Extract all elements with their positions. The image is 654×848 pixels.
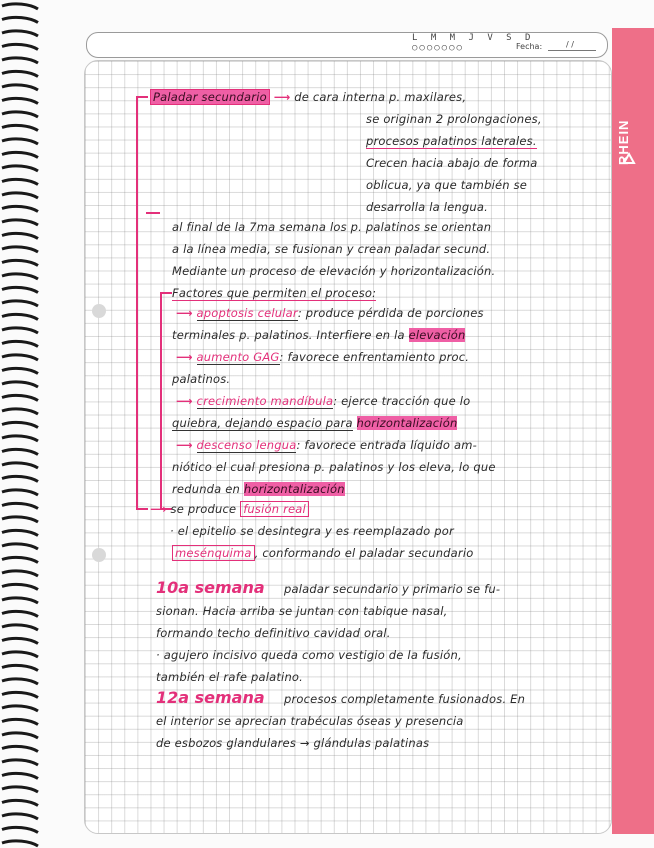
spiral-coil <box>2 287 38 292</box>
brand-logo-icon <box>622 152 636 166</box>
note-line-9: Mediante un proceso de elevación y horizontalización. <box>172 264 496 278</box>
note-line-27: también el rafe palatino. <box>156 670 304 684</box>
spiral-coil <box>2 800 38 805</box>
weekday-circles[interactable]: ○○○○○○○ <box>412 43 464 53</box>
spiral-coil <box>2 665 38 670</box>
arrow-icon: ⟶ <box>176 306 193 320</box>
spiral-coil <box>2 422 38 427</box>
spiral-coil <box>2 584 38 589</box>
spiral-coil <box>2 274 38 279</box>
spiral-coil <box>2 179 38 184</box>
spiral-coil <box>2 220 38 225</box>
spiral-coil <box>2 517 38 522</box>
spiral-coil <box>2 152 38 157</box>
spiral-coil <box>2 368 38 373</box>
spiral-coil <box>2 733 38 738</box>
spiral-coil <box>2 490 38 495</box>
date-value: / / <box>566 40 574 49</box>
spiral-coil <box>2 625 38 630</box>
spiral-coil <box>2 314 38 319</box>
arrow-icon: ⟶ <box>176 438 193 452</box>
spiral-coil <box>2 395 38 400</box>
spiral-coil <box>2 476 38 481</box>
spiral-coil <box>2 139 38 144</box>
date-label: Fecha: <box>516 42 543 51</box>
weekday-letters: L M M J V S D <box>412 33 535 43</box>
spiral-coil <box>2 530 38 535</box>
note-line-13: ⟶ aumento GAG: favorece enfrentamiento proc. <box>176 350 470 364</box>
note-line-12: terminales p. palatinos. Interfiere en la elevación <box>172 328 466 342</box>
spiral-coil <box>2 841 38 846</box>
note-line-19: redunda en horizontalización <box>172 482 345 496</box>
spiral-coil <box>2 463 38 468</box>
spiral-coil <box>2 71 38 76</box>
spiral-coil <box>2 638 38 643</box>
spiral-coil <box>2 787 38 792</box>
arrow-icon: ⟶ <box>150 502 167 516</box>
punch-hole-bottom <box>92 548 106 562</box>
note-line-22: mesénquima , conformando el paladar secundario <box>172 546 474 560</box>
spiral-coil <box>2 301 38 306</box>
note-line-25: formando techo definitivo cavidad oral. <box>156 626 391 640</box>
spiral-coil <box>2 233 38 238</box>
note-line-11: ⟶ apoptosis celular: produce pérdida de porciones <box>176 306 484 320</box>
factors-bracket <box>160 292 172 510</box>
note-line-10: Factores que permiten el proceso: <box>172 286 377 300</box>
note-line-3: procesos palatinos laterales. <box>366 134 537 148</box>
spiral-coil <box>2 557 38 562</box>
brand-logo-text: RHEIN <box>616 119 631 165</box>
note-line-15: ⟶ crecimiento mandíbula: ejerce tracción que lo <box>176 394 471 408</box>
spiral-coil <box>2 827 38 832</box>
spiral-coil <box>2 409 38 414</box>
spiral-coil <box>2 436 38 441</box>
note-line-23: paladar secundario y primario se fu- <box>284 582 501 596</box>
note-line-18: niótico el cual presiona p. palatinos y los eleva, lo que <box>172 460 496 474</box>
arrow-icon: ⟶ <box>273 90 291 104</box>
spiral-coil <box>2 611 38 616</box>
spiral-coil <box>2 31 38 36</box>
spiral-coil <box>2 166 38 171</box>
note-line-21: · el epitelio se desintegra y es reemplazado por <box>170 524 454 538</box>
note-line-29: el interior se aprecian trabéculas óseas y presencia <box>156 714 464 728</box>
spiral-coil <box>2 206 38 211</box>
spiral-coil <box>2 773 38 778</box>
note-line-1: Paladar secundario ⟶ de cara interna p. maxilares, <box>150 90 466 104</box>
spiral-coil <box>2 652 38 657</box>
spiral-coil <box>2 247 38 252</box>
note-line-5: oblicua, ya que también se <box>366 178 528 192</box>
spiral-coil <box>2 449 38 454</box>
note-line-24: sionan. Hacia arriba se juntan con tabique nasal, <box>156 604 448 618</box>
spiral-coil <box>2 112 38 117</box>
note-line-30: de esbozos glandulares → glándulas palatinas <box>156 736 430 750</box>
spiral-coil <box>2 382 38 387</box>
spiral-coil <box>2 544 38 549</box>
punch-hole-top <box>92 304 106 318</box>
note-line-20: ⟶ se produce fusión real <box>150 502 309 516</box>
note-line-14: palatinos. <box>172 372 231 386</box>
spiral-coil <box>2 58 38 63</box>
note-line-17: ⟶ descenso lengua: favorece entrada líquido am- <box>176 438 478 452</box>
spiral-coil <box>2 814 38 819</box>
spiral-coil <box>2 355 38 360</box>
main-bracket <box>136 96 148 510</box>
spiral-coil <box>2 679 38 684</box>
spiral-coil <box>2 503 38 508</box>
spiral-coil <box>2 4 38 9</box>
arrow-icon: ⟶ <box>176 394 193 408</box>
note-line-26: · agujero incisivo queda como vestigio de la fusión, <box>156 648 462 662</box>
spiral-coil <box>2 17 38 22</box>
spiral-coil <box>2 719 38 724</box>
spiral-coil <box>2 98 38 103</box>
spiral-coil <box>2 341 38 346</box>
note-line-8: a la línea media, se fusionan y crean paladar secund. <box>172 242 491 256</box>
note-line-4: Crecen hacia abajo de forma <box>366 156 538 170</box>
note-line-6: desarrolla la lengua. <box>366 200 488 214</box>
spiral-coil <box>2 125 38 130</box>
spiral-coil <box>2 692 38 697</box>
spiral-coil <box>2 746 38 751</box>
spiral-coil <box>2 328 38 333</box>
spiral-binding <box>0 0 40 848</box>
spiral-coil <box>2 193 38 198</box>
spiral-coil <box>2 760 38 765</box>
week-12-heading: 12a semana <box>156 688 265 707</box>
note-line-7: al final de la 7ma semana los p. palatinos se orientan <box>172 220 492 234</box>
spiral-coil <box>2 260 38 265</box>
spiral-coil <box>2 85 38 90</box>
spiral-coil <box>2 598 38 603</box>
paladar-secundario-heading: Paladar secundario <box>150 89 270 105</box>
note-line-16: quiebra, dejando espacio para horizontalización <box>172 416 458 430</box>
week-10-heading: 10a semana <box>156 578 265 597</box>
note-line-28: procesos completamente fusionados. En <box>284 692 526 706</box>
spiral-coil <box>2 571 38 576</box>
spiral-coil <box>2 44 38 49</box>
arrow-icon: ⟶ <box>176 350 193 364</box>
bracket-branch <box>146 212 160 214</box>
spiral-coil <box>2 706 38 711</box>
note-line-2: se originan 2 prolongaciones, <box>366 112 542 126</box>
date-field[interactable] <box>548 40 596 51</box>
